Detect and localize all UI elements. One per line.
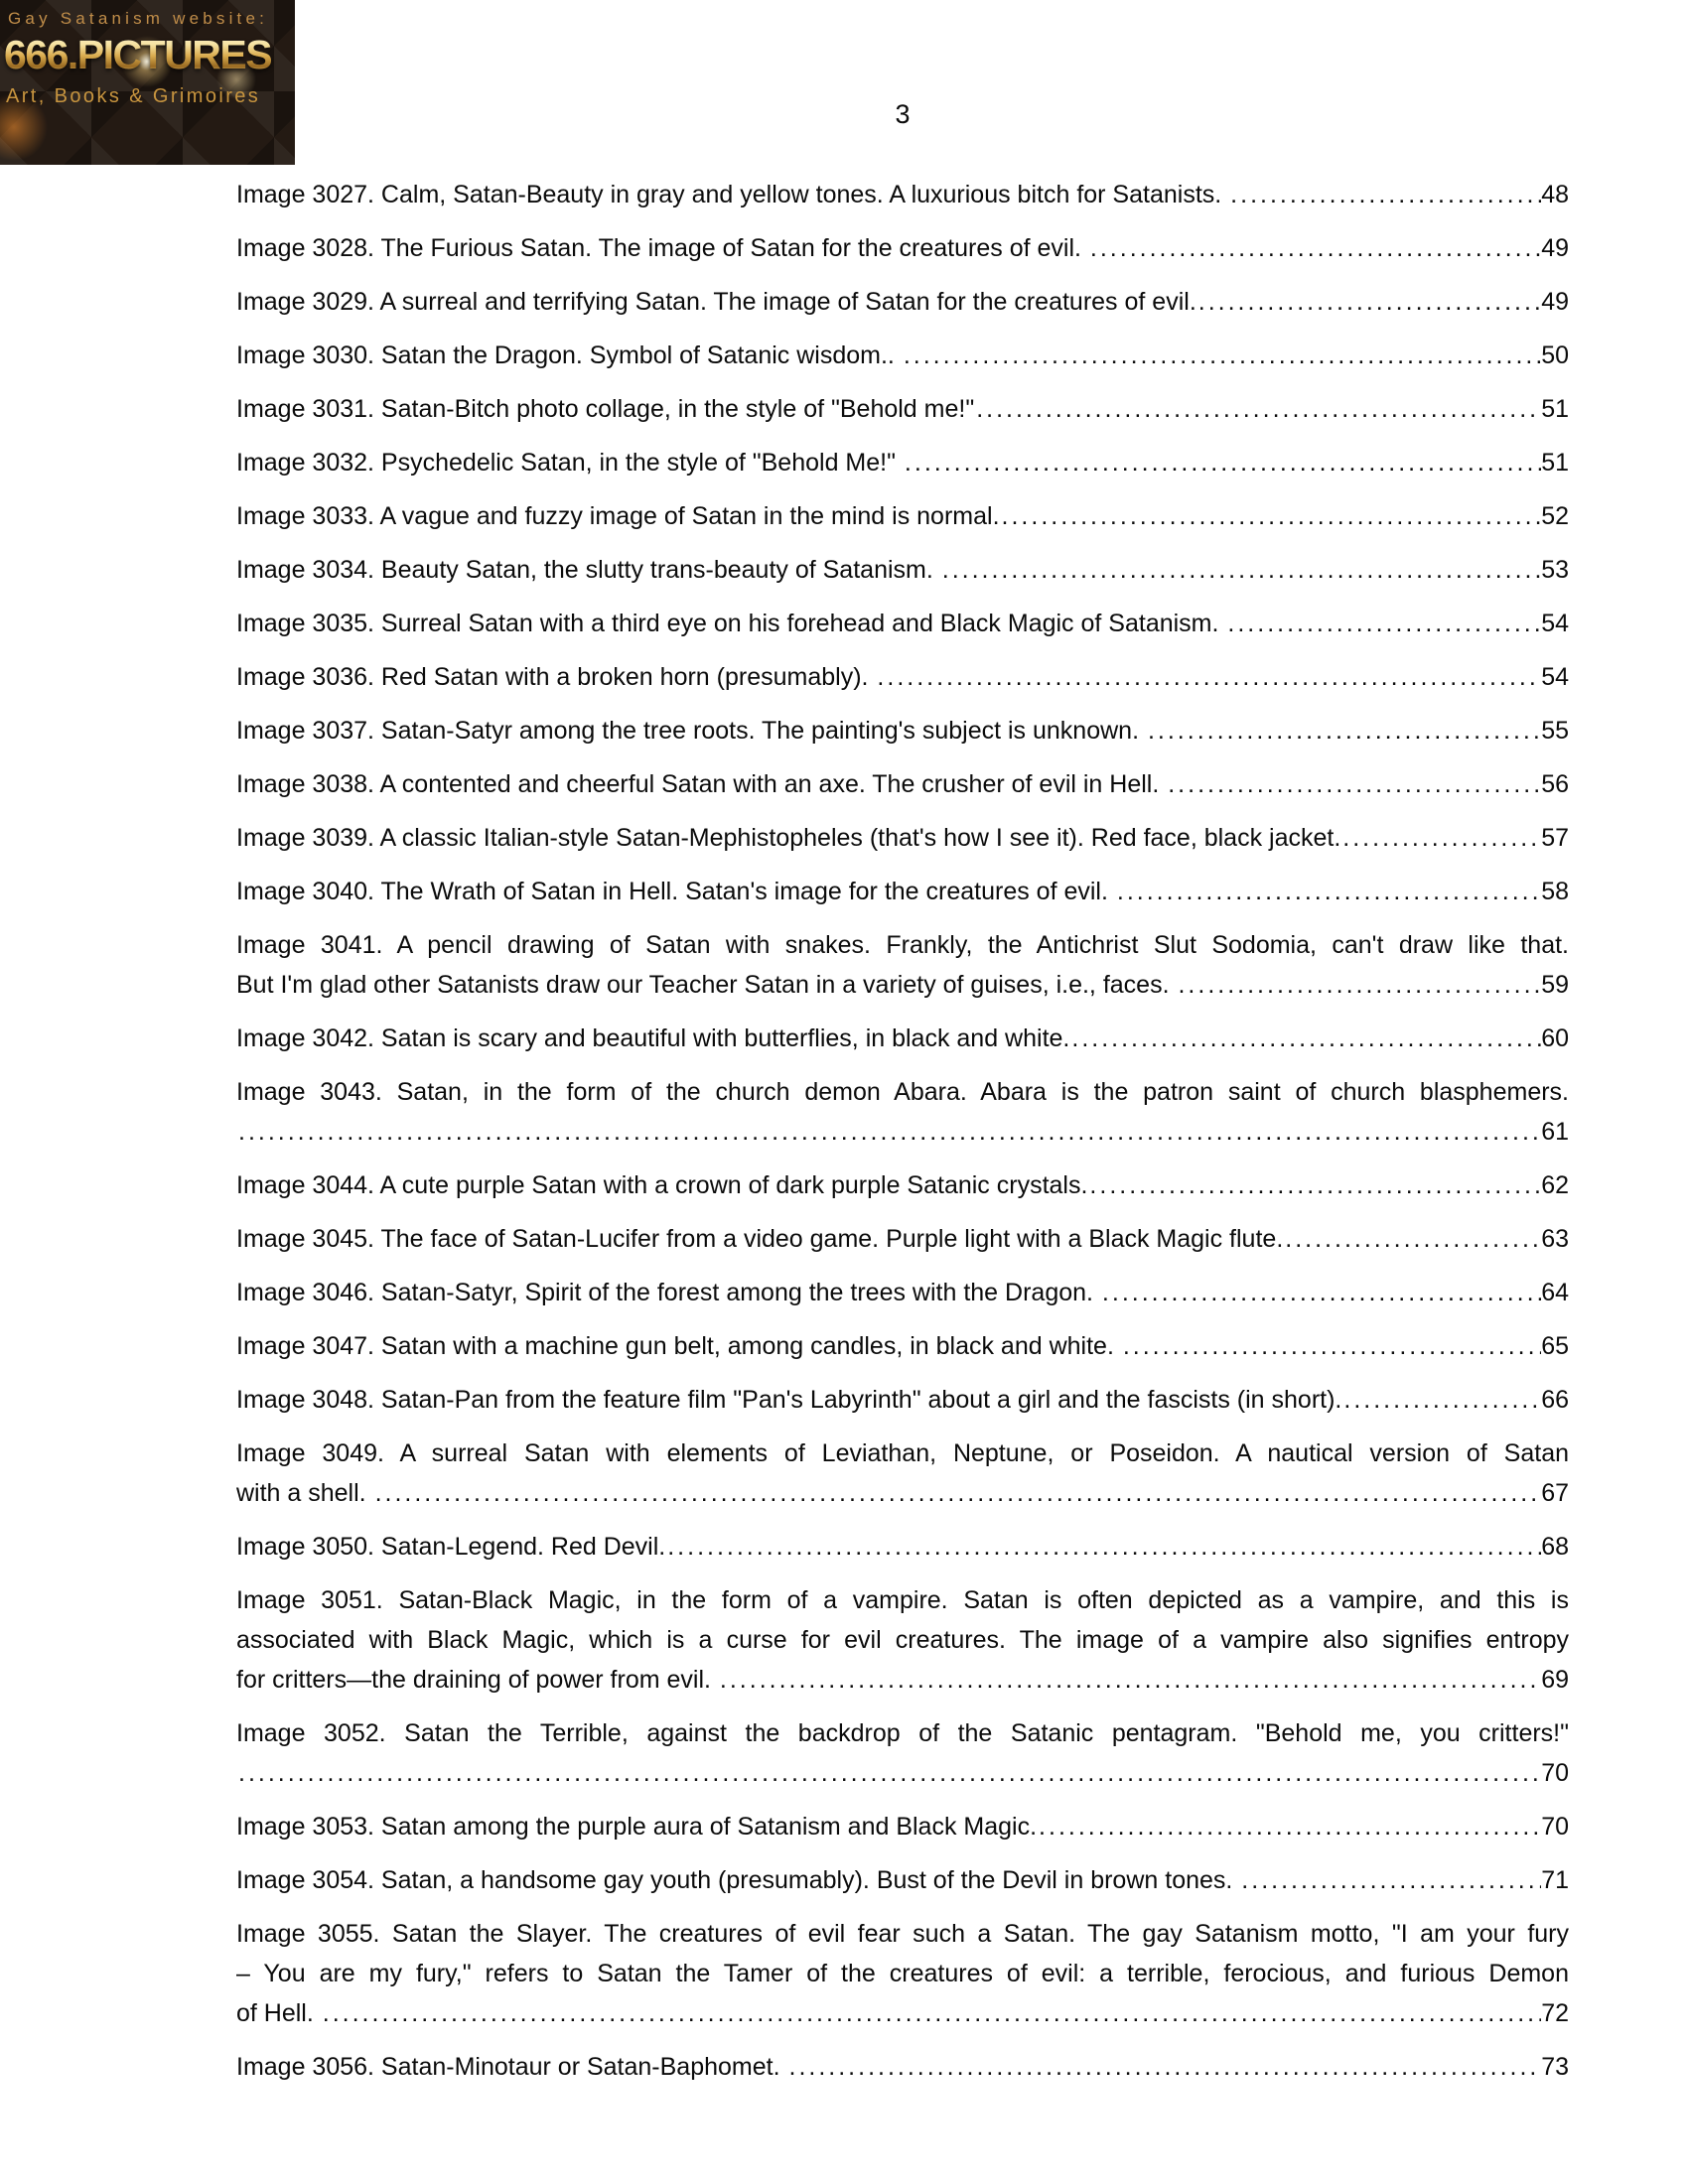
toc-entry-last-line — [236, 1273, 1569, 1312]
toc-entry — [236, 550, 1569, 590]
toc-entry-last-line — [236, 657, 1569, 697]
dot-leader — [1283, 1219, 1541, 1259]
dot-leader — [1087, 1165, 1541, 1205]
toc-entry-last-line — [236, 711, 1569, 751]
toc-entry-text: Image 3027. Calm, Satan-Beauty in gray and yellow tones. A luxurious bitch for Satanists. — [236, 181, 1229, 208]
dot-leader — [902, 336, 1541, 375]
toc-entry — [236, 1527, 1569, 1567]
toc-entry-last-line — [236, 282, 1569, 322]
toc-entry-text: Image 3053. Satan among the purple aura of Satanism and Black Magic. — [236, 1813, 1038, 1841]
toc-entry — [236, 1807, 1569, 1846]
toc-page-ref: 54 — [1541, 610, 1569, 637]
toc-entry — [236, 818, 1569, 858]
dot-leader — [373, 1473, 1542, 1513]
toc-entry — [236, 1219, 1569, 1259]
toc-page-ref: 72 — [1541, 1999, 1569, 2027]
toc-entry-last-line — [236, 389, 1569, 429]
toc-entry-last-line — [236, 1380, 1569, 1420]
toc-entry — [236, 1914, 1569, 2033]
dot-leader — [236, 1112, 1541, 1152]
toc-entry-last-line — [236, 764, 1569, 804]
toc-entry-text: Image 3044. A cute purple Satan with a crown of dark purple Satanic crystals. — [236, 1171, 1088, 1199]
toc-entry — [236, 604, 1569, 643]
dot-leader — [1088, 228, 1541, 268]
toc-entry-text-line: Image 3055. Satan the Slayer. The creatures of evil fear such a Satan. The gay Satanism motto, "I am your fury — [236, 1920, 1569, 1948]
toc-page-ref: 54 — [1541, 663, 1569, 691]
dot-leader — [1121, 1326, 1541, 1366]
toc-page-ref: 61 — [1541, 1118, 1569, 1146]
toc-entry-text: of Hell. — [236, 1999, 321, 2027]
toc-entry — [236, 711, 1569, 751]
toc-entry-last-line — [236, 1807, 1569, 1846]
toc-entry — [236, 175, 1569, 214]
toc-entry-text-line: Image 3041. A pencil drawing of Satan with snakes. Frankly, the Antichrist Slut Sodomia, can't draw like that. — [236, 931, 1569, 959]
toc-entry-last-line — [236, 175, 1569, 214]
toc-entry-text: Image 3030. Satan the Dragon. Symbol of Satanic wisdom.. — [236, 341, 902, 369]
dot-leader — [787, 2047, 1542, 2087]
dot-leader — [321, 1993, 1541, 2033]
toc-entry — [236, 1433, 1569, 1513]
dot-leader — [1069, 1019, 1541, 1058]
toc-entry — [236, 1580, 1569, 1700]
toc-entry-text: Image 3031. Satan-Bitch photo collage, in the style of "Behold me!" — [236, 395, 975, 423]
toc-page-ref: 51 — [1541, 395, 1569, 423]
toc-entry-text: Image 3045. The face of Satan-Lucifer from a video game. Purple light with a Black Magic flute. — [236, 1225, 1284, 1253]
toc-entry-text: Image 3040. The Wrath of Satan in Hell. Satan's image for the creatures of evil. — [236, 878, 1115, 905]
toc-entry — [236, 1860, 1569, 1900]
toc-entry-last-line — [236, 443, 1569, 482]
dot-leader — [1239, 1860, 1541, 1900]
toc-page-ref: 67 — [1541, 1479, 1569, 1507]
dot-leader — [665, 1527, 1541, 1567]
toc-entry-last-line — [236, 1473, 1569, 1513]
toc-entry-text: Image 3039. A classic Italian-style Satan-Mephistopheles (that's how I see it). Red face, black jacket. — [236, 824, 1341, 852]
toc-entry — [236, 1326, 1569, 1366]
toc-page-ref: 56 — [1541, 770, 1569, 798]
toc-page-ref: 70 — [1541, 1759, 1569, 1787]
toc-page-ref: 57 — [1541, 824, 1569, 852]
toc-entry-last-line — [236, 1326, 1569, 1366]
toc-entry — [236, 925, 1569, 1005]
logo-tagline-top: Gay Satanism website: — [8, 9, 269, 28]
toc-page-ref: 62 — [1541, 1171, 1569, 1199]
toc-page-ref: 60 — [1541, 1024, 1569, 1052]
dot-leader — [1115, 872, 1541, 911]
toc-entry-text-line: Image 3043. Satan, in the form of the church demon Abara. Abara is the patron saint of church blasphemers. — [236, 1078, 1569, 1106]
dot-leader — [1000, 496, 1542, 536]
toc-page-ref: 52 — [1541, 502, 1569, 530]
toc-entry-last-line — [236, 496, 1569, 536]
toc-entry-last-line — [236, 1753, 1569, 1793]
toc-page-ref: 53 — [1541, 556, 1569, 584]
toc-entry-last-line — [236, 1993, 1569, 2033]
toc-entry — [236, 282, 1569, 322]
toc-entry — [236, 657, 1569, 697]
toc-entry — [236, 872, 1569, 911]
toc-page-ref: 69 — [1541, 1666, 1569, 1694]
toc-entry — [236, 764, 1569, 804]
toc-entry-text-line: associated with Black Magic, which is a curse for evil creatures. The image of a vampire also signifies entropy — [236, 1626, 1569, 1654]
toc-entry-last-line — [236, 2047, 1569, 2087]
toc-entry-last-line — [236, 550, 1569, 590]
toc-entry-text: Image 3035. Surreal Satan with a third eye on his forehead and Black Magic of Satanism. — [236, 610, 1226, 637]
toc-page-ref: 59 — [1541, 971, 1569, 999]
toc-list — [236, 175, 1569, 2087]
toc-entry-text: Image 3042. Satan is scary and beautiful with butterflies, in black and white. — [236, 1024, 1070, 1052]
toc-entry-last-line — [236, 228, 1569, 268]
dot-leader — [1037, 1807, 1541, 1846]
dot-leader — [1176, 965, 1541, 1005]
toc-entry-text: Image 3054. Satan, a handsome gay youth (presumably). Bust of the Devil in brown tones. — [236, 1866, 1240, 1894]
dot-leader — [974, 389, 1541, 429]
toc-entry-last-line — [236, 965, 1569, 1005]
dot-leader — [1225, 604, 1541, 643]
toc-entry — [236, 443, 1569, 482]
toc-entry — [236, 1380, 1569, 1420]
toc-entry-text-line: Image 3049. A surreal Satan with elements of Leviathan, Neptune, or Poseidon. A nautical version of Satan — [236, 1439, 1569, 1467]
dot-leader — [1166, 764, 1541, 804]
toc-page-ref: 49 — [1541, 234, 1569, 262]
toc-page-ref: 64 — [1541, 1279, 1569, 1306]
dot-leader — [1341, 1380, 1541, 1420]
toc-entry-text: But I'm glad other Satanists draw our Teacher Satan in a variety of guises, i.e., faces. — [236, 971, 1177, 999]
toc-entry — [236, 389, 1569, 429]
toc-entry — [236, 2047, 1569, 2087]
toc-entry-last-line — [236, 1527, 1569, 1567]
dot-leader — [903, 443, 1541, 482]
toc-entry-text: with a shell. — [236, 1479, 373, 1507]
toc-page-ref: 65 — [1541, 1332, 1569, 1360]
toc-entry-text: Image 3034. Beauty Satan, the slutty trans-beauty of Satanism. — [236, 556, 940, 584]
toc-entry-text: Image 3033. A vague and fuzzy image of Satan in the mind is normal. — [236, 502, 1000, 530]
toc-entry-text: Image 3029. A surreal and terrifying Satan. The image of Satan for the creatures of evil. — [236, 288, 1196, 316]
toc-page-ref: 58 — [1541, 878, 1569, 905]
toc-page-ref: 63 — [1541, 1225, 1569, 1253]
toc-entry-text: Image 3050. Satan-Legend. Red Devil. — [236, 1533, 666, 1561]
toc-entry-text: for critters—the draining of power from evil. — [236, 1666, 718, 1694]
dot-leader — [1228, 175, 1541, 214]
toc-page-ref: 50 — [1541, 341, 1569, 369]
toc-entry-text: Image 3048. Satan-Pan from the feature film "Pan's Labyrinth" about a girl and the fascists (in short). — [236, 1386, 1342, 1414]
toc-entry-last-line — [236, 604, 1569, 643]
toc-page-ref: 66 — [1541, 1386, 1569, 1414]
toc-entry-last-line — [236, 1165, 1569, 1205]
toc-entry-text: Image 3047. Satan with a machine gun belt, among candles, in black and white. — [236, 1332, 1121, 1360]
logo-tagline-bottom: Art, Books & Grimoires — [6, 85, 261, 107]
toc-entry-text-line: – You are my fury," refers to Satan the Tamer of the creatures of evil: a terrible, ferocious, and furious Demon — [236, 1960, 1569, 1987]
toc-page-ref: 70 — [1541, 1813, 1569, 1841]
dot-leader — [1100, 1273, 1541, 1312]
toc-entry — [236, 336, 1569, 375]
dot-leader — [875, 657, 1541, 697]
toc-page-ref: 51 — [1541, 449, 1569, 477]
toc-entry-text-line: Image 3051. Satan-Black Magic, in the form of a vampire. Satan is often depicted as a vampire, and this is — [236, 1586, 1569, 1614]
logo-title: 666.PICTURES — [4, 32, 295, 78]
dot-leader — [1196, 282, 1541, 322]
toc-entry-text: Image 3028. The Furious Satan. The image of Satan for the creatures of evil. — [236, 234, 1088, 262]
dot-leader — [236, 1753, 1541, 1793]
dot-leader — [718, 1660, 1541, 1700]
toc-entry-text: Image 3038. A contented and cheerful Satan with an axe. The crusher of evil in Hell. — [236, 770, 1167, 798]
toc-entry-text: Image 3032. Psychedelic Satan, in the style of "Behold Me!" — [236, 449, 903, 477]
toc-page-ref: 68 — [1541, 1533, 1569, 1561]
toc-entry-text: Image 3056. Satan-Minotaur or Satan-Baphomet. — [236, 2053, 787, 2081]
toc-entry — [236, 496, 1569, 536]
toc-page-ref: 73 — [1541, 2053, 1569, 2081]
dot-leader — [1340, 818, 1541, 858]
toc-entry-last-line — [236, 336, 1569, 375]
toc-entry-last-line — [236, 1112, 1569, 1152]
toc-entry — [236, 1713, 1569, 1793]
toc-entry — [236, 1019, 1569, 1058]
toc-entry-text: Image 3046. Satan-Satyr, Spirit of the forest among the trees with the Dragon. — [236, 1279, 1100, 1306]
toc-entry-text: Image 3036. Red Satan with a broken horn (presumably). — [236, 663, 876, 691]
toc-entry — [236, 1165, 1569, 1205]
toc-entry-last-line — [236, 1219, 1569, 1259]
toc-content — [236, 0, 1569, 2101]
dot-leader — [1146, 711, 1541, 751]
toc-entry-last-line — [236, 1660, 1569, 1700]
toc-page-ref: 55 — [1541, 717, 1569, 745]
toc-entry-text: Image 3037. Satan-Satyr among the tree roots. The painting's subject is unknown. — [236, 717, 1146, 745]
page-number: 3 — [895, 99, 911, 129]
toc-entry — [236, 228, 1569, 268]
toc-entry-text-line: Image 3052. Satan the Terrible, against the backdrop of the Satanic pentagram. "Behold me, you critters!" — [236, 1719, 1569, 1747]
toc-page-ref: 48 — [1541, 181, 1569, 208]
toc-entry-last-line — [236, 872, 1569, 911]
toc-page-ref: 71 — [1541, 1866, 1569, 1894]
dot-leader — [940, 550, 1541, 590]
toc-entry-last-line — [236, 818, 1569, 858]
toc-entry-last-line — [236, 1019, 1569, 1058]
toc-entry-last-line — [236, 1860, 1569, 1900]
toc-page-ref: 49 — [1541, 288, 1569, 316]
toc-entry — [236, 1273, 1569, 1312]
toc-entry — [236, 1072, 1569, 1152]
